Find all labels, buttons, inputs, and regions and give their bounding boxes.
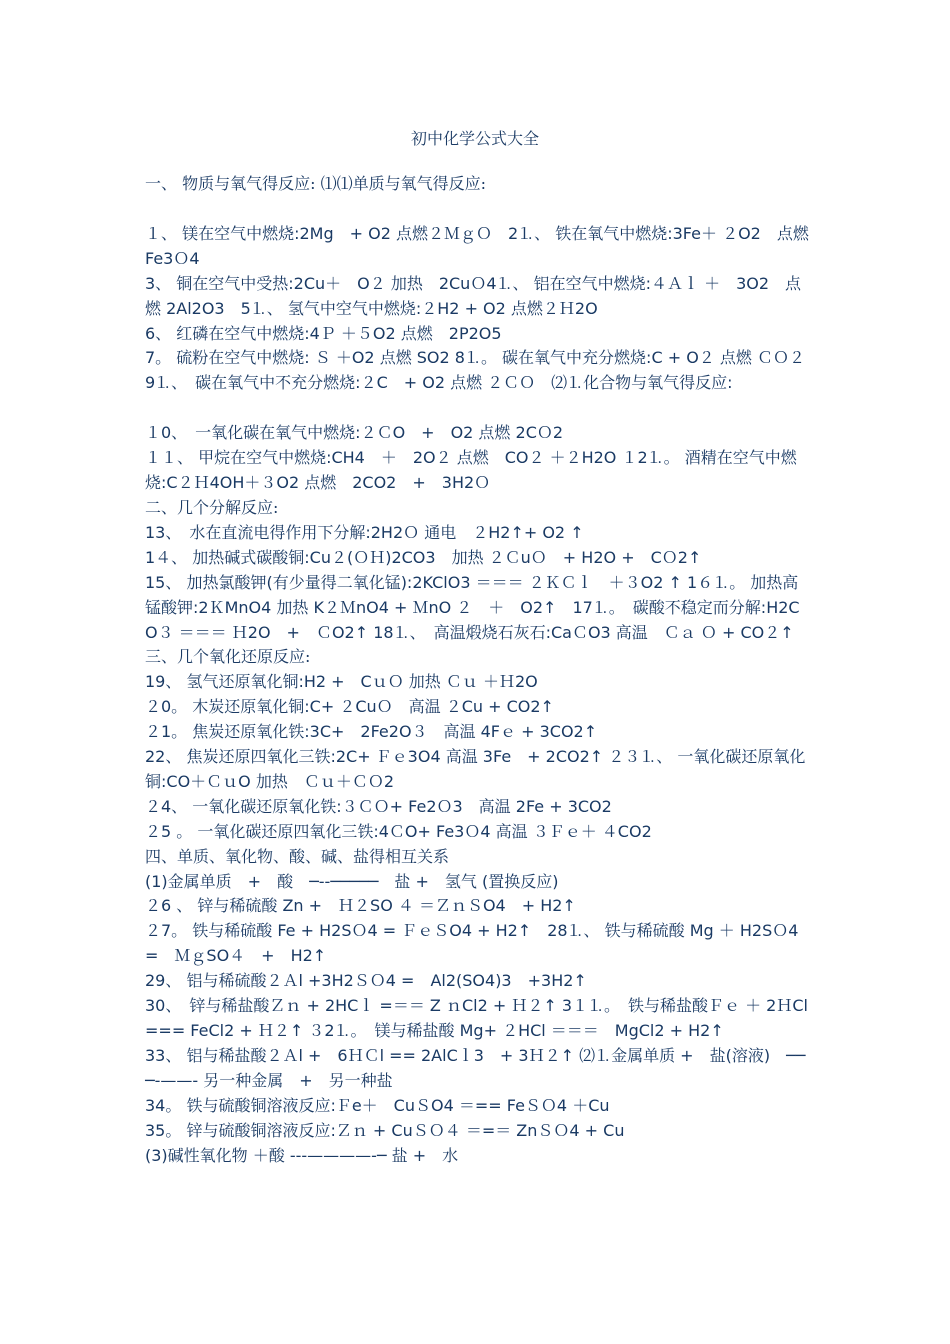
text-line: 22、 焦炭还原四氧化三铁:2C+ Ｆｅ3O4 高温 3Fe + 2CO2↑ ２３⒈、 一氧化碳还原氧化铜:CO＋ＣｕO 加热 Ｃｕ＋ＣＯ2: [145, 747, 806, 791]
text-line: 34。 铁与硫酸铜溶液反应:Ｆe＋ CuＳO4 ＝== FeＳＯ4 ＋Cu: [145, 1095, 610, 1115]
text-line: １0、 一氧化碳在氧气中燃烧:２ＣO + O2 点燃 2CＯ2: [145, 423, 564, 443]
section-heading: 二、几个分解反应:: [145, 497, 279, 517]
section-heading: 一、 物质与氧气得反应: ⑴⑴单质与氧气得反应:: [145, 174, 486, 193]
text-line: 3、 铜在空气中受热:2Cu＋ O２ 加热 2CuＯ4⒈、 铝在空气中燃烧:４Ａｌ ＋ 3O2 点燃 2Al2O3 5⒈、 氢气中空气中燃烧:２H2 + O2 点燃２Ｈ2O: [145, 273, 802, 318]
document-title: 初中化学公式大全: [410, 129, 539, 148]
blank-line: [145, 396, 810, 421]
text-line: 7。 硫粉在空气中燃烧: Ｓ ＋O2 点燃 SO2 8⒈。 碳在氧气中充分燃烧:C + O２ 点燃 ＣＯ２ 9⒈、 碳在氧气中不充分燃烧:２C + O2 点燃 ２ＣＯ ⑵⒈化合物与氧气得反应:: [145, 348, 805, 393]
text-line: 15、 加热氯酸钾(有少量得二氧化锰):2KClO3 ＝＝＝ ２ＫＣｌ ＋３O2 ↑ 1６⒈。 加热高锰酸钾:2ＫMnO4 加热 K２ＭnO4 + ＭnO ２ ＋ O2↑ 17⒈。 碳酸不稳定而分解:H2CO３ ＝＝＝ Ｈ2O + ＣO2↑ 18⒈、 高温煅烧石灰石:CaＣO3 高温 Ｃａ Ｏ + CO２↑: [145, 572, 800, 642]
text-line: １、 镁在空气中燃烧:2Mg + O2 点燃２ＭｇＯ 2⒈、 铁在氧气中燃烧:3Fe＋ ２O2 点燃 Fe3Ｏ4: [145, 223, 825, 268]
text-line: 19、 氢气还原氧化铜:H2 + CｕＯ 加热 Ｃｕ ＋Ｈ2O: [145, 672, 538, 692]
text-line: ２0。 木炭还原氧化铜:C+ ２CuＯ 高温 ２Cu + CO2↑: [145, 697, 554, 717]
text-line: 35。 锌与硫酸铜溶液反应:Ｚｎ + CuＳＯ４ ＝=＝ ZnＳＯ4 + Cu: [145, 1120, 625, 1140]
text-line: ２4、 一氧化碳还原氧化铁:３ＣＯ+ Fe2Ｏ3 高温 2Fe + 3CO2: [145, 796, 612, 816]
text-line: 6、 红磷在空气中燃烧:4Ｐ ＋５O2 点燃 2P2O5: [145, 323, 502, 343]
text-line: ２1。 焦炭还原氧化铁:3C+ 2Fe2O３ 高温 4Fｅ + 3CO2↑: [145, 722, 598, 742]
text-line: (1)金属单质 + 酸 ─--───── 盐 + 氢气 (置换反应): [145, 871, 559, 891]
text-line: (3)碱性氧化物 ＋酸 ---————-─ 盐 + 水: [145, 1145, 459, 1165]
text-line: 30、 锌与稀盐酸Ｚｎ + 2HCｌ =＝＝ Z ｎCl2 + Ｈ２↑ 3１⒈。 铁与稀盐酸Ｆｅ ＋ 2ＨCl === FeCl2 + Ｈ２↑ ３2⒈。 镁与稀盐酸 Mg+ ２HCl ＝＝＝ MgCl2 + H2↑: [145, 996, 824, 1040]
text-line: 33、 铝与稀盐酸２Ａl + 6ＨＣl == 2AlCｌ3 + 3Ｈ２↑ ⑵⒈金属单质 + 盐(溶液) ───-——- 另一种金属 + 另一种盐: [145, 1045, 806, 1090]
text-line: 29、 铝与稀硫酸２Ａl +3H2ＳＯ4 = Al2(SO4)3 +3H2↑: [145, 971, 587, 991]
text-line: ２5 。 一氧化碳还原四氧化三铁:4ＣO+ Fe3Ｏ4 高温 ３Ｆｅ＋ ４CO2: [145, 821, 652, 841]
blank-line: [145, 197, 810, 222]
text-line: ２7。 铁与稀硫酸 Fe + H2SＯ4 = ＦｅＳO4 + H2↑ 28⒈、 铁与稀硫酸 Mg ＋ H2SＯ4 = ＭｇSO４ + H2↑: [145, 921, 799, 966]
section-heading: 四、单质、氧化物、酸、碱、盐得相互关系: [145, 846, 450, 866]
text-line: １１、 甲烷在空气中燃烧:CH4 ＋ 2O２ 点燃 CO２ ＋２H2O １2⒈。 酒精在空气中燃烧:C２Ｈ4OH＋３O2 点燃 2CO2 + 3H2Ｏ: [145, 448, 797, 493]
text-line: ２6 、 锌与稀硫酸 Zn + Ｈ２SO ４ ＝ＺｎＳO4 + H2↑: [145, 896, 576, 916]
text-line: 13、 水在直流电得作用下分解:2H2Ｏ 通电 ２H2↑+ O2 ↑: [145, 522, 584, 542]
section-heading: 三、几个氧化还原反应:: [145, 647, 311, 667]
text-line: 1４、 加热碱式碳酸铜:Cu２(ＯＨ)2CO3 加热 ２ＣuＯ + H2O + CＯ2↑: [145, 547, 702, 567]
document-body: [145, 172, 825, 1168]
